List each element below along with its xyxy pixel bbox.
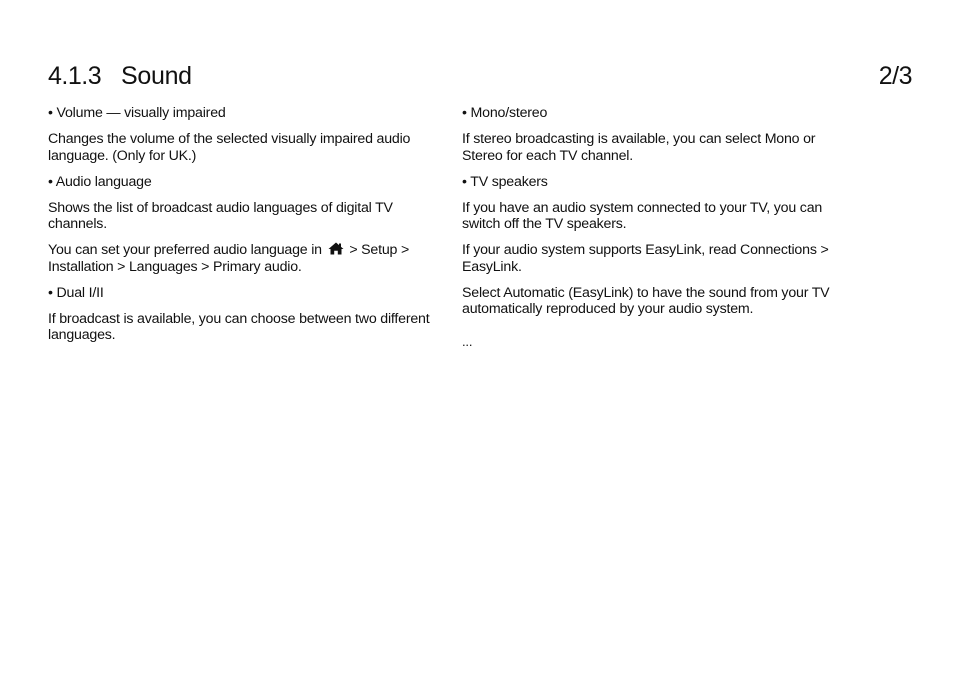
dual-heading: • Dual I/II xyxy=(48,284,104,301)
dual-text: If broadcast is available, you can choose between two different languages. xyxy=(48,310,430,343)
page-title: Sound xyxy=(121,62,192,90)
audio-language-path xyxy=(48,242,433,275)
audio-language-path-prefix: You can set your preferred audio language in xyxy=(48,242,322,258)
audio-language-path-suffix: > Setup > Installation > Languages > Primary audio. xyxy=(48,242,410,275)
continuation-indicator: ... xyxy=(462,333,473,349)
volume-visually-impaired-text: Changes the volume of the selected visually impaired audio language. (Only for UK.) xyxy=(48,131,411,164)
left-column xyxy=(48,105,433,353)
tv-speakers-automatic-text: Select Automatic (EasyLink) to have the sound from your TV automatically reproduced by your audio system. xyxy=(462,284,830,317)
right-column xyxy=(462,105,847,360)
mono-stereo-heading: • Mono/stereo xyxy=(462,105,548,121)
page-indicator: 2/3 xyxy=(878,62,912,90)
mono-stereo-text: If stereo broadcasting is available, you can select Mono or Stereo for each TV channel. xyxy=(462,131,816,164)
tv-speakers-easylink-text: If your audio system supports EasyLink, read Connections > EasyLink. xyxy=(462,242,829,275)
audio-language-heading: • Audio language xyxy=(48,173,152,190)
section-number: 4.1.3 xyxy=(48,62,102,90)
page-header xyxy=(48,60,912,92)
tv-speakers-heading: • TV speakers xyxy=(462,173,548,190)
home-icon xyxy=(328,242,344,255)
audio-language-text: Shows the list of broadcast audio languages of digital TV channels. xyxy=(48,199,393,232)
tv-speakers-text: If you have an audio system connected to your TV, you can switch off the TV speakers. xyxy=(462,199,823,232)
volume-visually-impaired-heading: • Volume — visually impaired xyxy=(48,105,226,121)
